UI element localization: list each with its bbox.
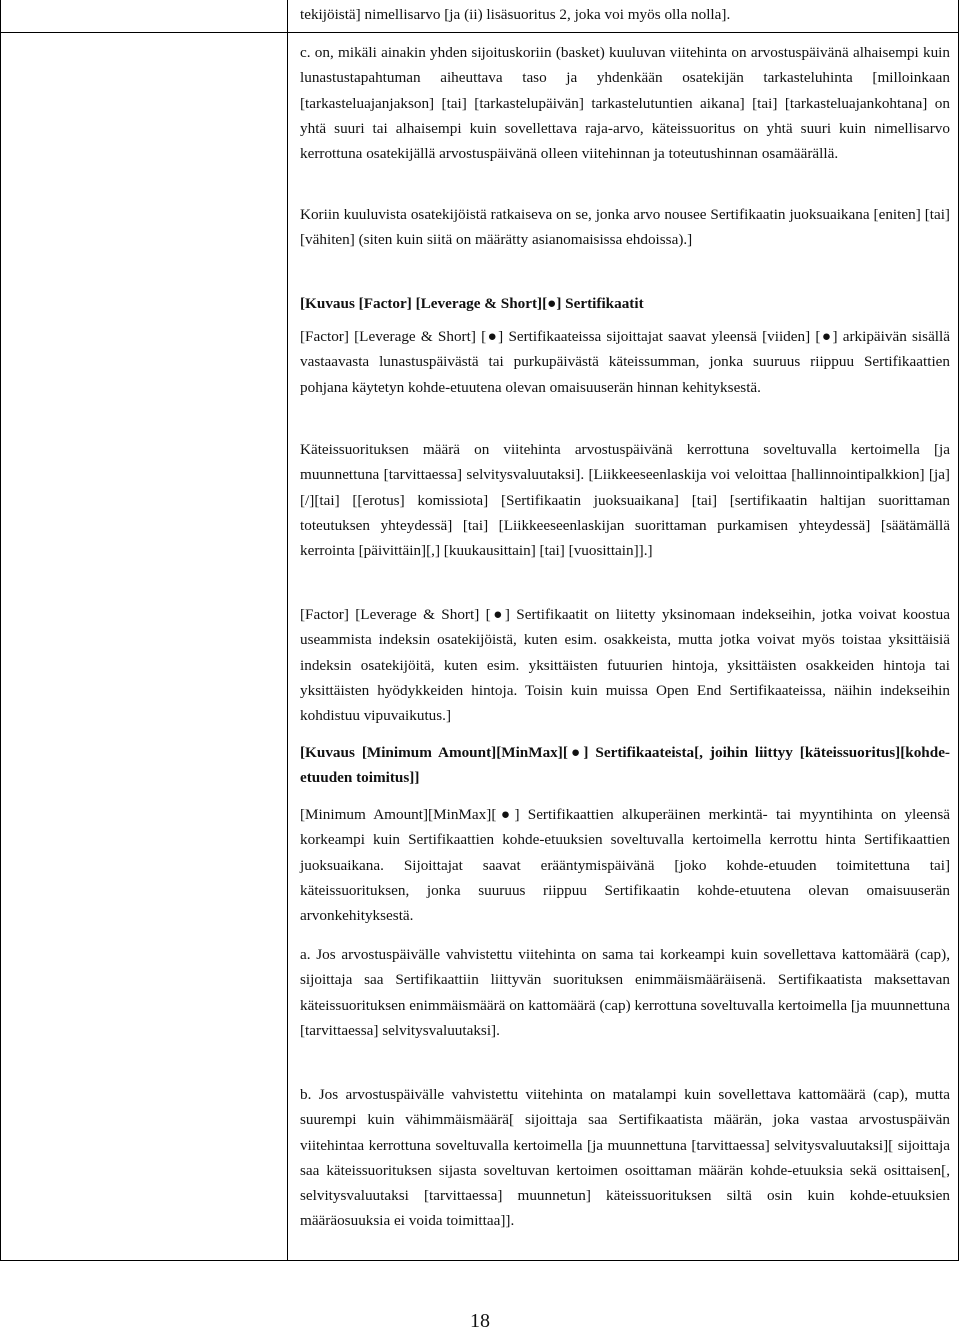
table-column-divider: [287, 0, 288, 1261]
paragraph-kateissuoritus: Käteissuorituksen määrä on viitehinta arvostuspäivänä kerrottuna soveltuvalla kertoimella [ja muunnettuna [tarvittaessa] selvitysvaluutaksi]. [Liikkeeseenlaskija voi veloittaa [hallinnointipalkkion] [ja][/][tai] [[erotus] komissiota] [Sertifikaatin juoksuaikana] [tai] [sertifikaatin haltijan suorittaman toteutuksen yhteydessä] [tai] [Liikkeeseenlaskijan suorittaman purkamisen yhteydessä] [säätämällä kerrointa [päivittäin][,] [kuukausittain] [tai] [vuosittain]].]: [300, 441, 950, 560]
paragraph-factor-indeksit: [Factor] [Leverage & Short] [●] Sertifikaatit on liitetty yksinomaan indekseihin, jotka voivat koostua useammista indeksin osatekijöistä, kuten esim. osakkeista, mutta jotka voivat myös toistaa yksittäisiä indeksin osatekijöitä, kuten esim. yksittäisten futuurien hintoja, yksittäisten osakkeiden hintoja tai yksittäisten hyödykkeiden hintoja. Toisin kuin muissa Open End Sertifikaateissa, näihin indekseihin kohdistuu vipuvaikutus.]: [300, 606, 950, 725]
heading-minimum-amount: [Kuvaus [Minimum Amount][MinMax][●] Sertifikaateista[, joihin liittyy [käteissuoritus][kohde-etuuden toimitus]]: [300, 744, 950, 787]
table-row-divider: [0, 32, 959, 33]
paragraph-c: c. on, mikäli ainakin yhden sijoituskoriin (basket) kuuluvan viitehinta on arvostuspäivänä alhaisempi kuin lunastustapahtuman aiheuttava taso ja yhdenkään osatekijän tarkasteluhinta [milloinkaan [tarkasteluajanjakson] [tai] [tarkastelupäivän] tarkastelutuntien aikana] [tai] [tarkasteluajankohtana] on yhtä suuri tai alhaisempi kuin sovellettava raja-arvo, käteissuoritus on yhtä suuri kuin nimellisarvo kerrottuna osatekijällä arvostuspäivänä olleen viitehinnan ja toteutushinnan osamäärällä.: [300, 44, 950, 163]
paragraph-koriin: Koriin kuuluvista osatekijöistä ratkaiseva on se, jonka arvo nousee Sertifikaatin juoksuaikana [eniten] [tai] [vähiten] (siten kuin siitä on määrätty asianomaisissa ehdoissa).]: [300, 206, 950, 249]
paragraph-a: a. Jos arvostuspäivälle vahvistettu viitehinta on sama tai korkeampi kuin sovellettava kattomäärä (cap), sijoittaja saa Sertifikaattiin liittyvän suorituksen enimmäismääräisenä. Sertifikaatista maksettavan käteissuorituksen enimmäismäärä on kattomäärä (cap) kerrottuna soveltuvalla kertoimella [ja muunnettuna [tarvittaessa] selvitysvaluutaksi].: [300, 946, 950, 1039]
top-text-line: tekijöistä] nimellisarvo [ja (ii) lisäsuoritus 2, joka voi myös olla nolla].: [300, 6, 731, 23]
paragraph-minimum-amount: [Minimum Amount][MinMax][●] Sertifikaattien alkuperäinen merkintä- tai myyntihinta on yleensä korkeampi kuin Sertifikaattien kohde-etuuksien soveltuvalla kertoimella kerrottu hinta Sertifikaattien juoksuaikana. Sijoittajat saavat erääntymispäivänä [joko kohde-etuuden toimitettuna tai] käteissuorituksen, jonka suuruus riippuu Sertifikaatin kohde-etuutena olevan omaisuuserän arvonkehityksestä.: [300, 806, 950, 925]
page-number: 18: [470, 1310, 490, 1332]
paragraph-factor-description: [Factor] [Leverage & Short] [●] Sertifikaateissa sijoittajat saavat yleensä [viiden] [●] arkipäivän sisällä vastaavasta lunastuspäivästä tai purkupäivästä käteissumman, jonka suuruus riippuu Sertifikaattien pohjana käytetyn kohde-etuutena olevan omaisuuserän hinnan kehityksestä.: [300, 328, 950, 396]
heading-factor-leverage: [Kuvaus [Factor] [Leverage & Short][●] Sertifikaatit: [300, 295, 644, 312]
table-border-left: [0, 0, 1, 1261]
table-border-right: [958, 0, 959, 1261]
table-border-bottom: [0, 1260, 959, 1261]
paragraph-b: b. Jos arvostuspäivälle vahvistettu viitehinta on matalampi kuin sovellettava kattomäärä (cap), mutta suurempi kuin vähimmäismäärä[ sijoittaja saa Sertifikaatista määrän, joka vastaa arvostuspäivän viitehintaa kerrottuna soveltuvalla kertoimella [ja muunnettuna [tarvittaessa] selvitysvaluutaksi][ sijoittaja saa käteissuorituksen sijasta soveltuvan kertoimen osoittaman määrän kohde-etuuksia sekä osittaisen[, selvitysvaluutaksi [tarvittaessa] muunnetun] käteissuorituksen siltä osin kuin kohde-etuuksien määräosuuksia ei voida toimittaa]].: [300, 1086, 950, 1230]
